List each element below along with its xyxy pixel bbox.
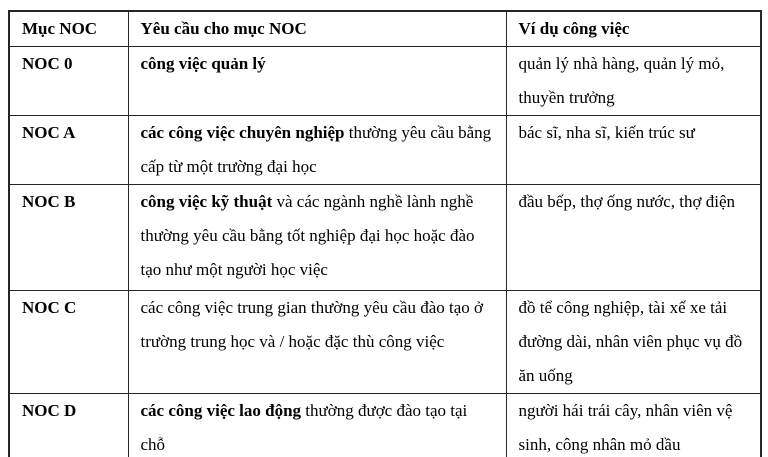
noc-examples-cell: đồ tể công nghiệp, tài xế xe tải đường dài, nhân viên phục vụ đồ ăn uống xyxy=(506,291,761,394)
noc-requirement-cell xyxy=(128,394,506,457)
noc-code-cell: NOC 0 xyxy=(9,47,128,116)
noc-code-cell: NOC D xyxy=(9,394,128,457)
requirement-bold-text: công việc quản lý xyxy=(140,54,266,73)
header-yeu-cau: Yêu cầu cho mục NOC xyxy=(128,11,506,47)
noc-examples-cell: đầu bếp, thợ ống nước, thợ điện xyxy=(506,185,761,291)
table-row-noc-c xyxy=(9,291,761,394)
header-vi-du: Ví dụ công việc xyxy=(506,11,761,47)
noc-code-cell: NOC A xyxy=(9,116,128,185)
table-row-noc-b xyxy=(9,185,761,291)
noc-requirement-cell xyxy=(128,185,506,291)
requirement-regular-text: thường được đào tạo tại chỗ xyxy=(140,401,468,454)
requirement-regular-text: và các ngành nghề lành nghề thường yêu cầu bằng tốt nghiệp đại học hoặc đào tạo như một người học việc xyxy=(140,192,475,279)
noc-requirement-cell xyxy=(128,116,506,185)
table-header-row xyxy=(9,11,761,47)
noc-requirement-cell xyxy=(128,291,506,394)
requirement-regular-text: thường yêu cầu bằng cấp từ một trường đại học xyxy=(140,123,492,176)
requirement-bold-text: các công việc lao động xyxy=(140,401,302,420)
table-row-noc-d xyxy=(9,394,761,457)
requirement-regular-text: các công việc trung gian thường yêu cầu đào tạo ở trường trung học và / hoặc đặc thù công việc xyxy=(140,298,484,351)
noc-examples-cell: quản lý nhà hàng, quản lý mỏ, thuyền trưởng xyxy=(506,47,761,116)
requirement-bold-text: các công việc chuyên nghiệp xyxy=(140,123,345,142)
noc-code-cell: NOC B xyxy=(9,185,128,291)
noc-examples-cell: bác sĩ, nha sĩ, kiến trúc sư xyxy=(506,116,761,185)
header-muc-noc: Mục NOC xyxy=(9,11,128,47)
table-row-noc-0 xyxy=(9,47,761,116)
noc-code-cell: NOC C xyxy=(9,291,128,394)
requirement-bold-text: công việc kỹ thuật xyxy=(140,192,273,211)
noc-classification-table xyxy=(8,10,762,457)
table-row-noc-a xyxy=(9,116,761,185)
noc-examples-cell: người hái trái cây, nhân viên vệ sinh, công nhân mỏ dầu xyxy=(506,394,761,457)
noc-requirement-cell xyxy=(128,47,506,116)
